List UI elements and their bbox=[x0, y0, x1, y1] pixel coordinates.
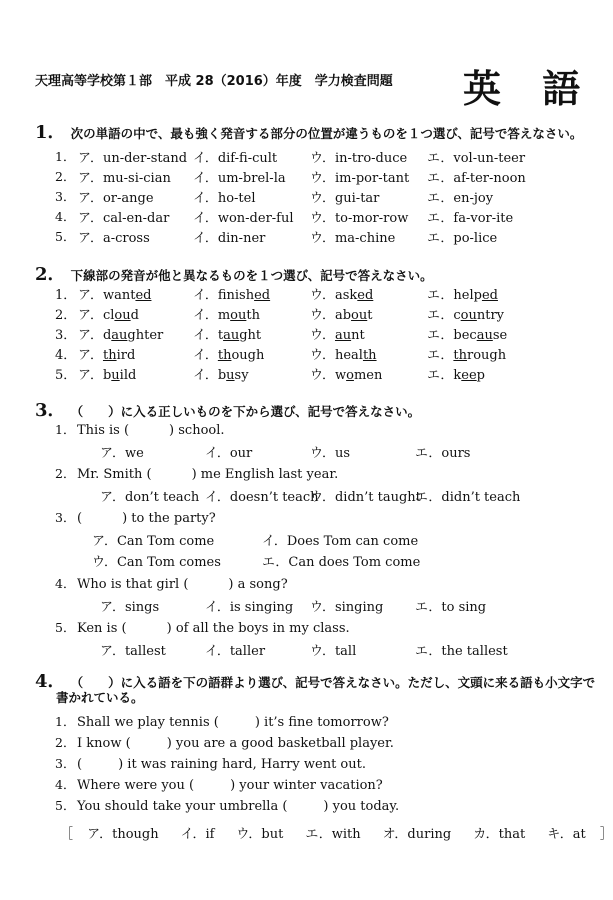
q1-row bbox=[55, 187, 77, 205]
word-part: ab bbox=[334, 308, 352, 323]
choice-d bbox=[427, 284, 498, 303]
sentence-start: Ken is ( bbox=[77, 621, 127, 636]
word-part: ghter bbox=[127, 328, 164, 343]
underlined-part: au bbox=[111, 328, 128, 343]
q3-instruction: （ ）に入る正しいものを下から選び、記号で答えなさい。 bbox=[70, 404, 421, 419]
item-number: 3． bbox=[55, 189, 76, 204]
word-part: t bbox=[217, 328, 224, 343]
choice-b: イ．our bbox=[205, 446, 253, 461]
question-line bbox=[55, 796, 399, 814]
word-part: nt bbox=[351, 328, 365, 343]
choice-a bbox=[78, 344, 135, 363]
sentence-start: Who is that girl ( bbox=[77, 577, 189, 592]
bracket-open: ［ bbox=[60, 827, 74, 842]
word-part: b bbox=[217, 368, 227, 383]
sentence-start: Shall we play tennis ( bbox=[77, 715, 219, 730]
word-bank-item: ウ．but bbox=[236, 827, 284, 842]
choice-d bbox=[427, 304, 504, 323]
choice-a: ア．we bbox=[100, 446, 144, 461]
word-part: ア． bbox=[78, 328, 103, 343]
word-part: rough bbox=[467, 348, 507, 363]
q3-number: 3． bbox=[35, 400, 66, 421]
underlined-part: ee bbox=[461, 368, 477, 383]
subject-title: 英 語 bbox=[463, 67, 595, 111]
exam-header: 天理高等学校第１部 平成 28（2016）年度 学力検査問題 bbox=[35, 74, 393, 89]
item-number: 4． bbox=[55, 576, 76, 591]
choice-a bbox=[78, 364, 136, 383]
question-line bbox=[55, 754, 366, 772]
choice-c bbox=[310, 304, 372, 323]
word-part: エ． bbox=[427, 308, 454, 323]
underlined-part: au bbox=[476, 328, 493, 343]
sentence-start: I know ( bbox=[77, 736, 131, 751]
item-number: 1． bbox=[55, 288, 77, 303]
choice-c bbox=[310, 324, 365, 343]
bracket-close: ］ bbox=[599, 827, 613, 842]
sentence-end: ) it was raining hard, Harry went out. bbox=[118, 757, 366, 772]
choice-d: エ．didn’t teach bbox=[415, 490, 521, 505]
word-part: ウ． bbox=[310, 288, 335, 303]
choice-c: ウ．to-mor-row bbox=[310, 211, 409, 226]
word-part: ア． bbox=[78, 348, 103, 363]
word-part: ask bbox=[334, 288, 358, 303]
word-part: p bbox=[476, 368, 485, 383]
q1-row bbox=[55, 147, 77, 165]
q2-number: 2． bbox=[35, 264, 66, 285]
choice-a: ア．or-ange bbox=[78, 191, 154, 206]
word-part: エ． bbox=[427, 348, 454, 363]
word-part: ア． bbox=[78, 368, 103, 383]
word-bank-item: エ．with bbox=[305, 827, 361, 842]
choice-d: エ．po-lice bbox=[427, 231, 498, 246]
q1-row bbox=[55, 227, 77, 245]
choice-b: イ．Does Tom can come bbox=[262, 534, 419, 549]
word-part: イ． bbox=[193, 288, 218, 303]
choice-c: ウ．im-por-tant bbox=[310, 171, 410, 186]
underlined-part: th bbox=[102, 348, 117, 363]
sentence-end: ) me English last year. bbox=[191, 467, 339, 482]
sentence-end: ) school. bbox=[169, 423, 225, 438]
choice-a: ア．sings bbox=[100, 600, 160, 615]
word-part: ird bbox=[116, 348, 136, 363]
choice-a: ア．cal-en-dar bbox=[78, 211, 170, 226]
choice-d: エ．en-joy bbox=[427, 191, 494, 206]
word-part: bec bbox=[453, 328, 477, 343]
choice-b: イ．is singing bbox=[205, 600, 294, 615]
word-part: ア． bbox=[78, 288, 103, 303]
choice-b: イ．won-der-ful bbox=[193, 211, 294, 226]
choice-b bbox=[193, 364, 249, 383]
word-part: d bbox=[130, 308, 139, 323]
choice-c bbox=[310, 344, 377, 363]
word-part: t bbox=[367, 308, 373, 323]
question-line bbox=[55, 618, 350, 636]
item-number: 5． bbox=[55, 368, 77, 383]
underlined-part: au bbox=[334, 328, 352, 343]
sentence-end: ) you are a good basketball player. bbox=[166, 736, 394, 751]
item-number: 3． bbox=[55, 328, 77, 343]
word-part: m bbox=[217, 308, 231, 323]
word-part: ght bbox=[239, 328, 262, 343]
choice-d: エ．the tallest bbox=[415, 644, 508, 659]
sentence-end: ) a song? bbox=[228, 577, 288, 592]
item-number: 3． bbox=[55, 756, 76, 771]
question-line bbox=[55, 464, 338, 482]
sentence-end: ) it’s fine tomorrow? bbox=[254, 715, 389, 730]
underlined-part: ou bbox=[460, 308, 477, 323]
word-part: ア． bbox=[78, 308, 103, 323]
word-part: b bbox=[102, 368, 112, 383]
word-part: k bbox=[453, 368, 462, 383]
choice-a bbox=[78, 324, 163, 343]
underlined-part: u bbox=[226, 368, 235, 383]
q1-heading bbox=[35, 118, 582, 144]
question-line bbox=[55, 574, 288, 592]
underlined-part: ou bbox=[230, 308, 247, 323]
word-part: ウ． bbox=[310, 308, 335, 323]
item-number: 1． bbox=[55, 714, 76, 729]
item-number: 1． bbox=[55, 149, 76, 164]
question-line bbox=[55, 733, 394, 751]
word-part: sy bbox=[234, 368, 249, 383]
underlined-part: ed bbox=[135, 288, 152, 303]
choice-d bbox=[427, 324, 507, 343]
choice-c: ウ．in-tro-duce bbox=[310, 151, 408, 166]
word-part: ウ． bbox=[310, 328, 335, 343]
choice-b: イ．dif-fi-cult bbox=[193, 151, 278, 166]
q2-heading bbox=[35, 260, 433, 286]
item-number: 2． bbox=[55, 308, 77, 323]
choice-b bbox=[193, 284, 270, 303]
word-part: ntry bbox=[476, 308, 505, 323]
item-number: 2． bbox=[55, 466, 76, 481]
q4-instruction-line2: 書かれている。 bbox=[56, 690, 144, 705]
sentence-start: ( bbox=[77, 511, 83, 526]
underlined-part: au bbox=[223, 328, 240, 343]
item-number: 4． bbox=[55, 209, 76, 224]
sentence-end: ) you today. bbox=[323, 799, 400, 814]
sentence-start: Where were you ( bbox=[77, 778, 195, 793]
choice-d bbox=[427, 364, 485, 383]
choice-d: エ．vol-un-teer bbox=[427, 151, 526, 166]
word-bank-item: オ．during bbox=[382, 827, 452, 842]
question-line bbox=[55, 420, 225, 438]
word-bank-item: イ．if bbox=[180, 827, 215, 842]
q1-row bbox=[55, 167, 77, 185]
sentence-end: ) of all the boys in my class. bbox=[166, 621, 350, 636]
choice-a: ア．Can Tom come bbox=[92, 534, 215, 549]
choice-d: エ．fa-vor-ite bbox=[427, 211, 514, 226]
sentence-end: ) your winter vacation? bbox=[230, 778, 383, 793]
q1-instruction: 次の単語の中で、最も強く発音する部分の位置が違うものを１つ選び、記号で答えなさい。 bbox=[70, 126, 583, 141]
choice-a: ア．mu-si-cian bbox=[78, 171, 171, 186]
choice-a: ア．a-cross bbox=[78, 231, 150, 246]
underlined-part: th bbox=[453, 348, 467, 363]
underlined-part: ou bbox=[114, 308, 131, 323]
item-number: 4． bbox=[55, 777, 76, 792]
question-line bbox=[55, 712, 389, 730]
word-bank-item: キ．at bbox=[547, 827, 586, 842]
q2-instruction: 下線部の発音が他と異なるものを１つ選び、記号で答えなさい。 bbox=[70, 268, 433, 283]
choice-c: ウ．us bbox=[310, 446, 351, 461]
choice-a bbox=[78, 284, 151, 303]
item-number: 2． bbox=[55, 169, 76, 184]
word-part: help bbox=[453, 288, 482, 303]
sentence-start: You should take your umbrella ( bbox=[77, 799, 288, 814]
underlined-part: ed bbox=[254, 288, 271, 303]
choice-a bbox=[78, 304, 139, 323]
choice-c: ウ．Can Tom comes bbox=[92, 555, 221, 570]
word-part: want bbox=[102, 288, 136, 303]
choice-a: ア．un-der-stand bbox=[78, 151, 188, 166]
question-line bbox=[55, 775, 383, 793]
word-part: エ． bbox=[427, 328, 454, 343]
word-part: w bbox=[334, 368, 347, 383]
word-part: ough bbox=[231, 348, 265, 363]
underlined-part: o bbox=[346, 368, 354, 383]
word-part: heal bbox=[334, 348, 363, 363]
choice-d: エ．to sing bbox=[415, 600, 487, 615]
word-bank bbox=[60, 823, 613, 842]
word-part: c bbox=[453, 308, 461, 323]
word-part: イ． bbox=[193, 328, 218, 343]
choice-b bbox=[193, 324, 261, 343]
word-part: イ． bbox=[193, 308, 218, 323]
choice-c bbox=[310, 364, 382, 383]
word-part: cl bbox=[102, 308, 115, 323]
word-part: men bbox=[353, 368, 383, 383]
sentence-start: Mr. Smith ( bbox=[77, 467, 152, 482]
choice-d bbox=[427, 344, 506, 363]
underlined-part: ou bbox=[351, 308, 368, 323]
underlined-part: th bbox=[362, 348, 377, 363]
choice-d: エ．Can does Tom come bbox=[262, 555, 421, 570]
choice-c: ウ．didn’t taught bbox=[310, 490, 421, 505]
item-number: 5． bbox=[55, 229, 76, 244]
word-part: ウ． bbox=[310, 368, 335, 383]
word-part: se bbox=[492, 328, 508, 343]
word-part: ウ． bbox=[310, 348, 335, 363]
choice-b bbox=[193, 344, 264, 363]
q4-instruction-line1: （ ）に入る語を下の語群より選び、記号で答えなさい。ただし、文頭に来る語も小文字で bbox=[70, 675, 596, 690]
choice-c bbox=[310, 284, 373, 303]
choice-b: イ．taller bbox=[205, 644, 266, 659]
word-part: エ． bbox=[427, 368, 454, 383]
sentence-start: ( bbox=[77, 757, 83, 772]
question-line bbox=[55, 508, 216, 526]
sentence-start: This is ( bbox=[77, 423, 130, 438]
choice-d: エ．af-ter-noon bbox=[427, 171, 526, 186]
word-part: th bbox=[246, 308, 260, 323]
choice-a: ア．don’t teach bbox=[100, 490, 200, 505]
underlined-part: ed bbox=[481, 288, 498, 303]
item-number: 1． bbox=[55, 422, 76, 437]
item-number: 3． bbox=[55, 510, 76, 525]
underlined-part: th bbox=[217, 348, 232, 363]
underlined-part: ed bbox=[357, 288, 374, 303]
word-bank-item: カ．that bbox=[473, 827, 526, 842]
word-part: イ． bbox=[193, 348, 218, 363]
choice-b bbox=[193, 304, 260, 323]
item-number: 5． bbox=[55, 798, 76, 813]
q1-row bbox=[55, 207, 77, 225]
choice-b: イ．din-ner bbox=[193, 231, 266, 246]
choice-b: イ．doesn’t teach bbox=[205, 490, 319, 505]
choice-c: ウ．ma-chine bbox=[310, 231, 396, 246]
q4-number: 4． bbox=[35, 671, 66, 692]
item-number: 4． bbox=[55, 348, 77, 363]
choice-c: ウ．singing bbox=[310, 600, 384, 615]
q3-heading bbox=[35, 396, 420, 422]
word-part: イ． bbox=[193, 368, 218, 383]
choice-c: ウ．gui-tar bbox=[310, 191, 380, 206]
word-part: ild bbox=[119, 368, 137, 383]
choice-a: ア．tallest bbox=[100, 644, 166, 659]
choice-c: ウ．tall bbox=[310, 644, 357, 659]
underlined-part: u bbox=[111, 368, 120, 383]
item-number: 2． bbox=[55, 735, 76, 750]
word-part: d bbox=[102, 328, 112, 343]
word-part: エ． bbox=[427, 288, 454, 303]
item-number: 5． bbox=[55, 620, 76, 635]
choice-b: イ．um-brel-la bbox=[193, 171, 286, 186]
q1-number: 1． bbox=[35, 122, 66, 143]
sentence-end: ) to the party? bbox=[122, 511, 216, 526]
word-bank-item: ア．though bbox=[87, 827, 159, 842]
choice-b: イ．ho-tel bbox=[193, 191, 256, 206]
word-part: finish bbox=[217, 288, 255, 303]
choice-d: エ．ours bbox=[415, 446, 471, 461]
